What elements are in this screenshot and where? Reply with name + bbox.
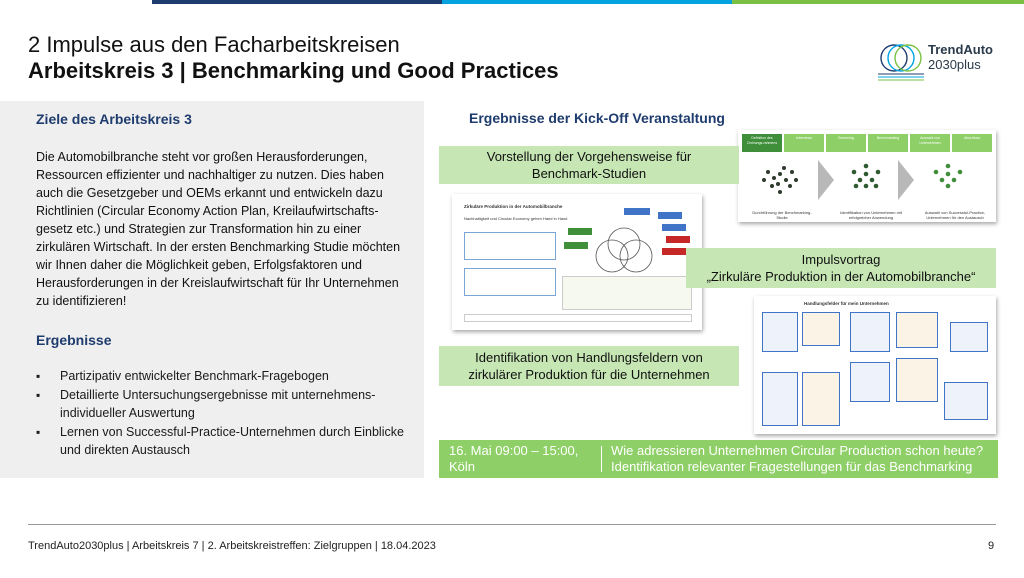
goals-text: Die Automobilbranche steht vor großen Herausforderungen, Ressourcen effizienter und nachhaltiger zu nutzen. Dies haben auch die Gesetzgeber und OEMs erkannt und entwickeln dazu Richtlinien (Circular Economy Action Plan, Kreilaufwirtschafts-gesetz etc.) und Strategien zur Transformation hin zu einer zirkulären Wirtschaft. In der ersten Benchmarking Studie möchten wir Ihnen daher die Möglichkeit geben, Erfolgsfaktoren und Herausforderungen in der Kreislaufwirtschaft für Ihr Unternehmen zu identifizieren! [36,150,401,308]
event-topic-line2: Identifikation relevanter Fragestellungen für das Benchmarking [611,459,973,474]
footer-text: TrendAuto2030plus | Arbeitskreis 7 | 2. Arbeitskreistreffen: Zielgruppen | 18.04.2023 [28,540,436,552]
results-list [36,367,416,460]
process-step-2: Interviews [784,134,824,152]
list-item: ▪ Detaillierte Untersuchungsergebnisse mit unternehmens-individueller Auswertung [36,386,416,422]
field-card [896,358,938,402]
process-step-4: Benchmarking [868,134,908,152]
event-topic [611,443,995,475]
slide-footer-box [464,314,692,322]
field-card [762,312,798,352]
impulse-slide-thumbnail [452,194,702,330]
definition-box-1 [464,232,556,260]
field-card [802,372,840,426]
definition-box-2 [464,268,556,296]
field-card [802,312,840,346]
field-card [850,312,890,352]
results-heading: Ergebnisse [36,332,112,348]
circular-economy-diagram [562,206,692,276]
process-caption-1: Durchführung der Benchmarking-Studie [752,210,812,220]
field-card [896,312,938,348]
banner-methodology [439,146,739,184]
kickoff-heading: Ergebnisse der Kick-Off Veranstaltung [469,110,725,126]
banner-impulse-talk [686,248,996,288]
process-steps [742,134,992,152]
logo-rings-icon [878,38,924,82]
banner-action-fields-text: Identifikation von Handlungsfeldern von zirkulärer Produktion für die Unternehmen [468,350,710,382]
banner-impulse-line2: „Zirkuläre Produktion in der Automobilbranche“ [706,269,976,284]
process-step-3: Screening [826,134,866,152]
logo-text-line2: 2030plus [928,57,981,72]
banner-impulse-line1: Impulsvortrag [801,252,881,267]
top-bar-blue [442,0,732,4]
page-title: 2 Impulse aus den Facharbeitskreisen [28,32,400,57]
goals-heading: Ziele des Arbeitskreis 3 [36,111,192,127]
banner-action-fields [439,346,739,386]
page-subtitle: Arbeitskreis 3 | Benchmarking und Good Practices [28,58,559,83]
list-item: ▪ Partizipativ entwickelter Benchmark-Fragebogen [36,367,416,385]
process-step-1: Definition des Ordnungs-rahmens [742,134,782,152]
field-card [950,322,988,352]
event-bar [439,440,998,478]
field-card [850,362,890,402]
banner-methodology-text: Vorstellung der Vorgehensweise für Benchmark-Studien [486,149,692,181]
process-thumbnail [738,130,996,222]
footer-divider [28,524,996,525]
field-card [944,382,988,420]
page-number: 9 [988,540,995,552]
event-date: 16. Mai 09:00 – 15:00, Köln [449,443,579,474]
process-step-6: Abschluss [952,134,992,152]
process-caption-3: Auswahl von Successful-Practice-Unternehmen für den Austausch [924,210,986,220]
process-caption-2: Identifikation von Unternehmen mit erfolgreicher Anwendung [840,210,902,220]
trendauto-logo [878,38,998,82]
action-fields-thumbnail [754,296,996,434]
top-bar-green [732,0,1024,4]
process-step-5: Auswahl von Unternehmen [910,134,950,152]
field-card [762,372,798,426]
event-separator [601,446,602,472]
slide-title: Zirkuläre Produktion in der Automobilbranche [464,204,563,209]
top-bar-dark [152,0,442,4]
event-topic-line1: Wie adressieren Unternehmen Circular Production schon heute? [611,443,984,458]
logo-text-line1: TrendAuto [928,42,993,57]
list-item: ▪ Lernen von Successful-Practice-Unternehmen durch Einblicke und direkten Austausch [36,423,416,459]
action-fields-title: Handlungsfelder für mein Unternehmen [804,301,889,306]
slide-subtitle: Nachhaltigkeit und Circular Economy gehen Hand in Hand [464,216,568,221]
circular-economy-goals-box [562,276,692,310]
